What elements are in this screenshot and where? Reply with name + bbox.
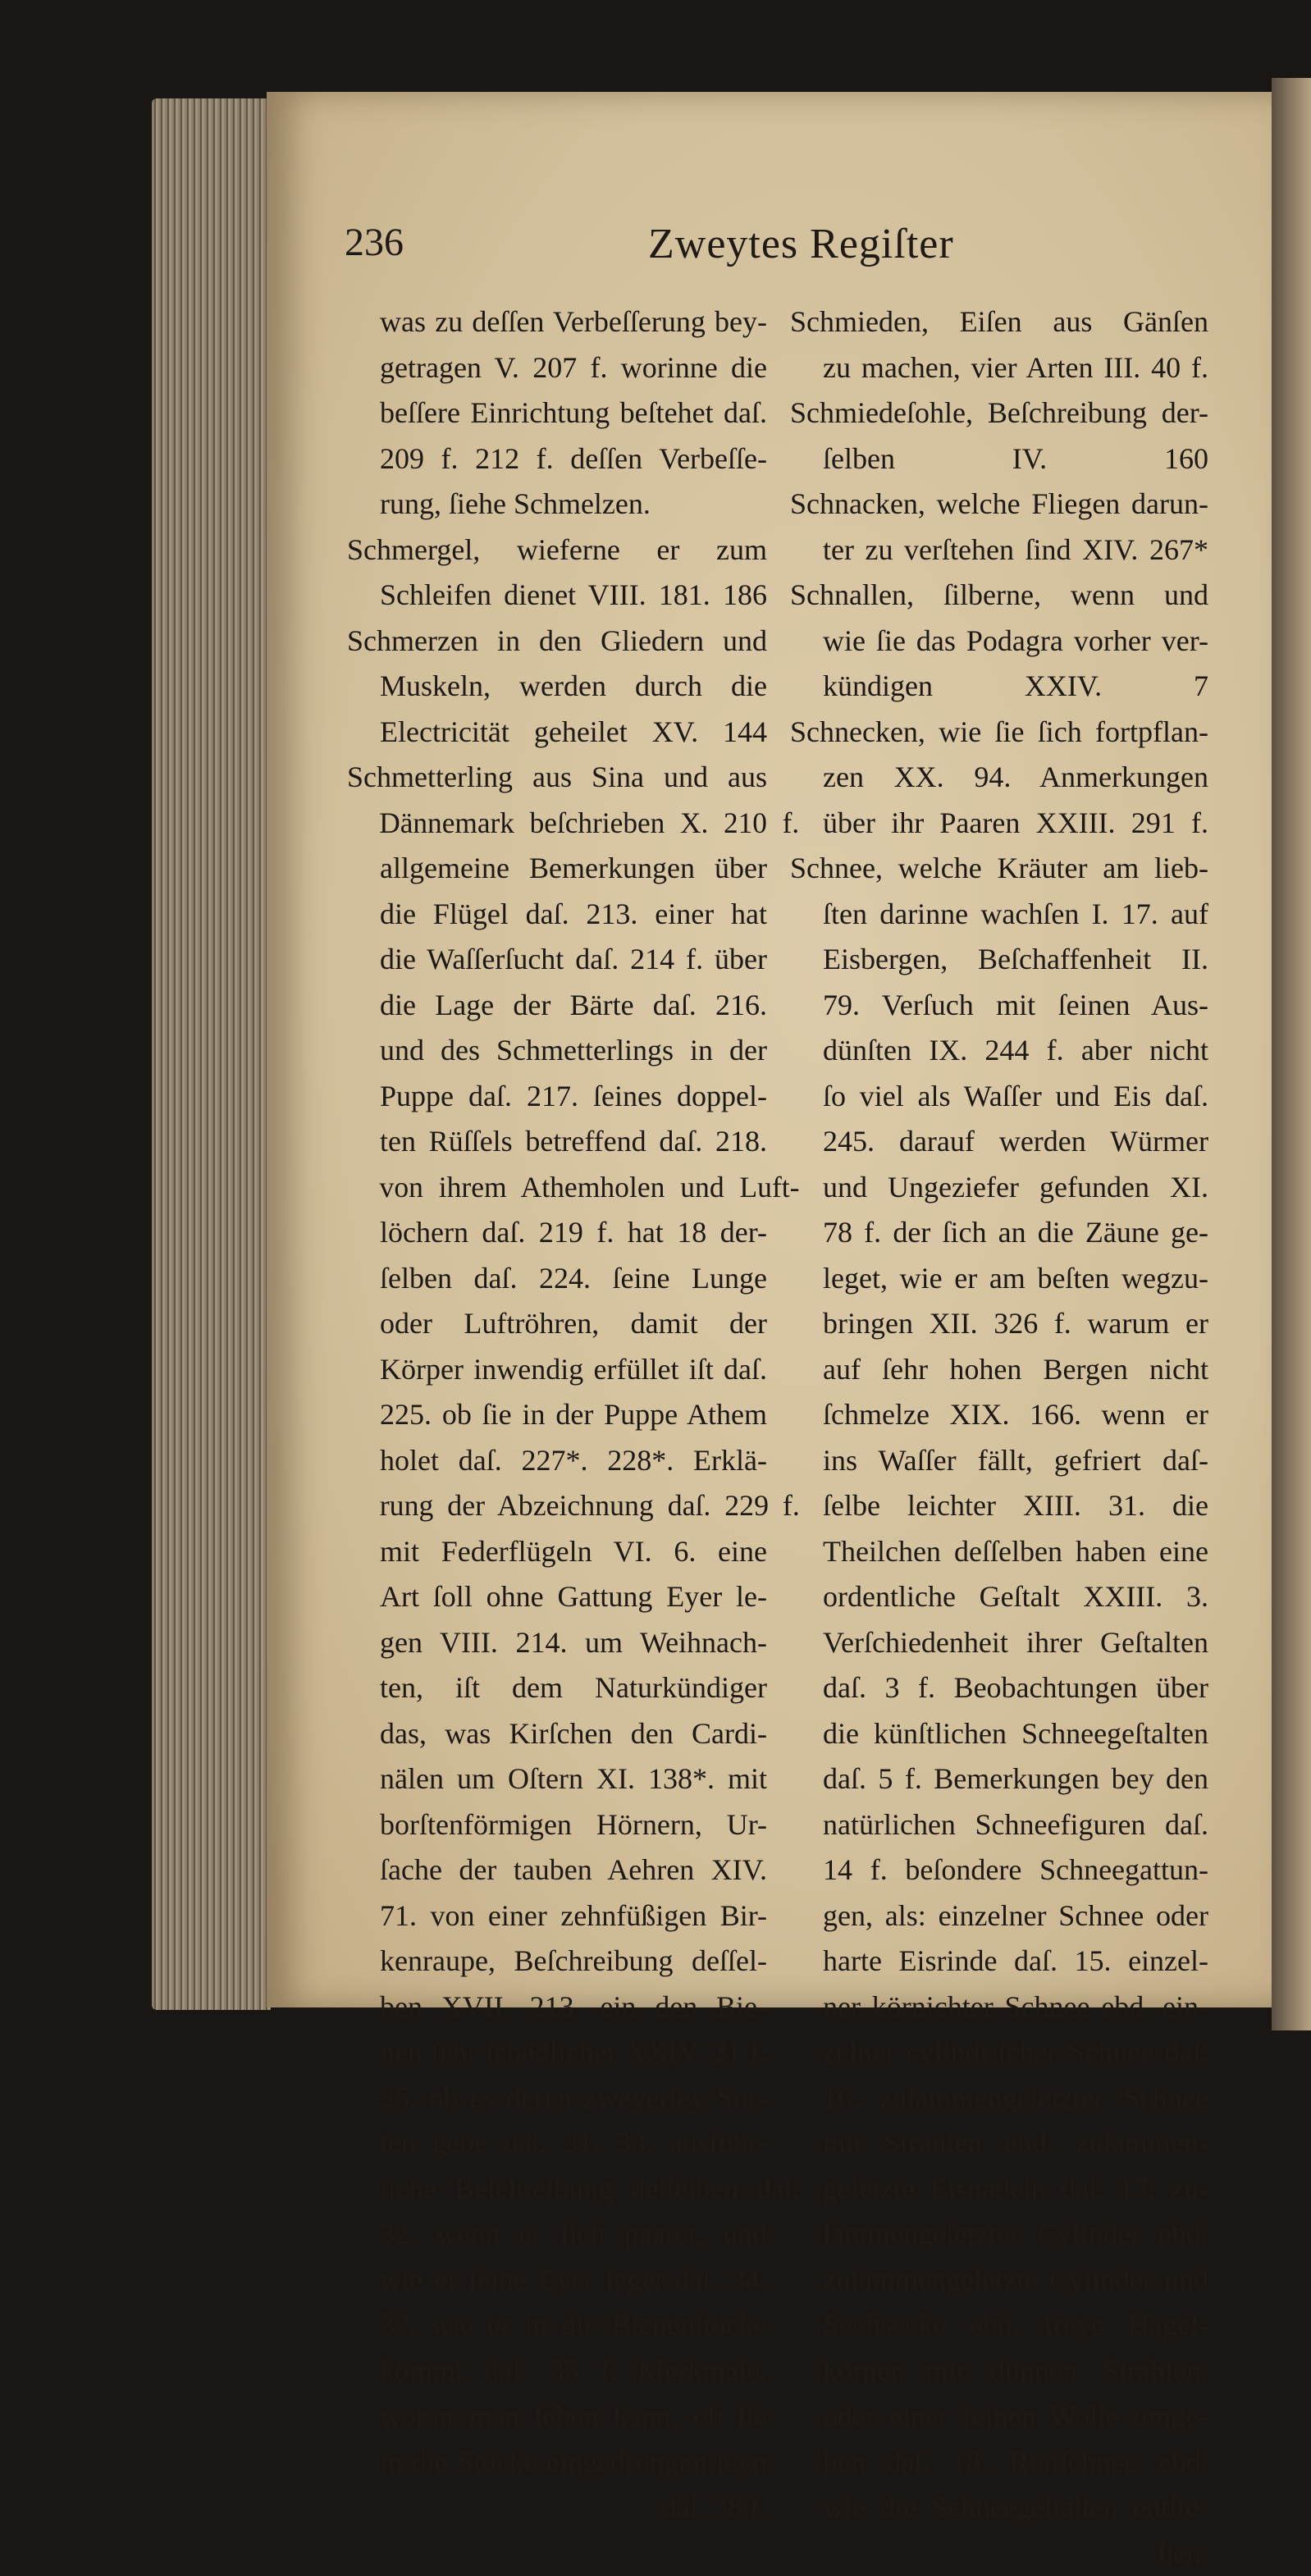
index-line: Eisbergen, Beſchaffenheit II. bbox=[790, 937, 1208, 983]
index-line: ſelbe leichter XIII. 31. die bbox=[790, 1483, 1208, 1529]
index-line: ſammengeſetzter Cylinder ebd. bbox=[790, 2212, 1208, 2258]
index-line: 25. ob es deren zweyerley Sor- bbox=[347, 2076, 767, 2122]
index-line: leget, wie er am beſten wegzu- bbox=[790, 1256, 1208, 1302]
index-line: holet daſ. 227*. 228*. Erklä- bbox=[347, 1438, 767, 1484]
index-line: auf ſehr hohen Bergen nicht bbox=[790, 1347, 1208, 1393]
index-line: zen XX. 94. Anmerkungen bbox=[790, 755, 1208, 801]
page-number: 236 bbox=[345, 220, 404, 265]
index-line: die Waſſerſucht daſ. 214 f. über bbox=[347, 937, 767, 983]
index-line: 37. wie er in die Bienenſtöcke bbox=[347, 2303, 767, 2349]
index-entry-line: Schmieden, Eiſen aus Gänſen bbox=[790, 299, 1208, 345]
index-line: und des Schmetterlings in der bbox=[347, 1028, 767, 1074]
index-line: ben XVII. 213. ein den Bie- bbox=[347, 1985, 767, 2030]
index-line: Verſchiedenheit ihrer Geſtalten bbox=[790, 1620, 1208, 1666]
index-entry-line: Schmiedeſohle, Beſchreibung der- bbox=[790, 391, 1208, 436]
index-line: ſelben daſ. 224. ſeine Lunge bbox=[347, 1256, 767, 1302]
index-line: ben daſ. 18. Reifſchnee ebd. bbox=[790, 2440, 1208, 2486]
index-line: 225. ob ſie in der Puppe Athem bbox=[347, 1392, 767, 1438]
index-line: löchern daſ. 219 f. hat 18 der- bbox=[347, 1210, 767, 1256]
index-line: gen, als: einzelner Schnee oder bbox=[790, 1893, 1208, 1939]
index-line: 209 f. 212 f. deſſen Verbeſſe- bbox=[347, 436, 767, 482]
index-line: Schleifen dienet VIII. 181. 186 bbox=[347, 573, 767, 619]
index-line: daſ. 5 f. Bemerkungen bey den bbox=[790, 1756, 1208, 1802]
index-line: borſtenförmigen Hörnern, Ur- bbox=[347, 1802, 767, 1848]
index-line: ſache der tauben Aehren XIV. bbox=[347, 1848, 767, 1893]
index-line: Dännemark beſchrieben X. 210 f. bbox=[347, 801, 799, 847]
index-line: nen ſehr ſchädlicher XXIV. 21 f. bbox=[347, 2030, 767, 2076]
index-line: in die Stöcke eingedrungen ſeyn bbox=[347, 2440, 767, 2486]
index-line: wie die Schneegeſtalten entſte- bbox=[790, 2485, 1208, 2531]
index-entry-line: Schnacken, welche Fliegen darun- bbox=[790, 482, 1208, 528]
index-line: natürlichen Schneefiguren daſ. bbox=[790, 1802, 1208, 1848]
index-line: daſ. 3 f. Beobachtungen über bbox=[790, 1665, 1208, 1711]
index-line: was zu deſſen Verbeſſerung bey- bbox=[347, 299, 767, 345]
index-line: mit Federflügeln VI. 6. eine bbox=[347, 1529, 767, 1575]
index-line: ſten darinne wachſen I. 17. auf bbox=[790, 892, 1208, 938]
index-line: kündigen XXIV. 7 bbox=[790, 664, 1208, 710]
index-line: woran man ſehen kann, ob ſie bbox=[347, 2394, 767, 2440]
index-line: rung der Abzeichnung daſ. 229 f. bbox=[347, 1483, 800, 1529]
index-line: wie er ſeine Eyer leget daſ. 34. bbox=[347, 2258, 767, 2304]
index-line: ten gebe daſ. 31. 33. ausführ- bbox=[347, 2121, 767, 2167]
index-entry-line: Schmerzen in den Gliedern und bbox=[347, 619, 767, 665]
index-line: ten Rüſſels betreffend daſ. 218. bbox=[347, 1119, 767, 1165]
index-line: 32. wenn er ſich paaret, und bbox=[347, 2212, 767, 2258]
index-line: Puppe daſ. 217. ſeines doppel- bbox=[347, 1074, 767, 1120]
index-column-left bbox=[347, 299, 767, 2531]
index-line: ter zu verſtehen ſind XIV. 267* bbox=[790, 528, 1208, 573]
index-entry-line: Schmergel, wieferne er zum bbox=[347, 528, 767, 573]
index-line: 79. Verſuch mit ſeinen Aus- bbox=[790, 983, 1208, 1029]
index-line: ten, iſt dem Naturkündiger bbox=[347, 1665, 767, 1711]
index-line: Sechsecke ebd. freye Hagel- bbox=[790, 2303, 1208, 2349]
index-line: geſetzte Eisnadeln daſ. 17. zu- bbox=[790, 2167, 1208, 2213]
index-line: gen VIII. 214. um Weihnach- bbox=[347, 1620, 767, 1666]
index-line: oder Luftröhren, damit der bbox=[347, 1301, 767, 1347]
index-entry-line: Schnee, welche Kräuter am lieb- bbox=[790, 846, 1208, 892]
index-line: die Lage der Bärte daſ. 216. bbox=[347, 983, 767, 1029]
index-line: die künſtlichen Schneegeſtalten bbox=[790, 1711, 1208, 1757]
index-line: getragen V. 207 f. worinne die bbox=[347, 345, 767, 391]
index-line: Körper inwendig erfüllet iſt daſ. bbox=[347, 1347, 767, 1393]
index-line: und Ungeziefer gefunden XI. bbox=[790, 1165, 1208, 1211]
running-title: Zweytes Regiſter bbox=[648, 220, 954, 268]
index-line: allgemeine Bemerkungen über bbox=[347, 846, 767, 892]
index-line: rung, ſiehe Schmelzen. bbox=[347, 482, 767, 528]
index-line: zelner cylindriſcher Schnee daſ. bbox=[790, 2030, 1208, 2076]
index-line: oder einer feinen Wolle umge- bbox=[790, 2394, 1208, 2440]
index-line: Electricität geheilet XV. 144 bbox=[347, 710, 767, 756]
index-line: zu machen, vier Arten III. 40 f. bbox=[790, 345, 1208, 391]
index-line: Art ſoll ohne Gattung Eyer le- bbox=[347, 1574, 767, 1620]
index-line: ſelben IV. 160 bbox=[790, 436, 1208, 482]
index-line: nälen um Oſtern XI. 138*. mit bbox=[347, 1756, 767, 1802]
index-line: kömmt daſ. 35 f. Merkmale, bbox=[347, 2349, 767, 2395]
index-line: harte Eisrinde daſ. 15. einzel- bbox=[790, 1939, 1208, 1985]
index-line: das, was Kirſchen den Cardi- bbox=[347, 1711, 767, 1757]
index-line: über ihr Paaren XXIII. 291 f. bbox=[790, 801, 1208, 847]
index-line: ſo viel als Waſſer und Eis daſ. bbox=[790, 1074, 1208, 1120]
index-line: 14 f. beſondere Schneegattun- bbox=[790, 1848, 1208, 1893]
index-line: 78 f. der ſich an die Zäune ge- bbox=[790, 1210, 1208, 1256]
index-line: körner mit dünnen Strahlen, bbox=[790, 2349, 1208, 2395]
index-line: beſſere Einrichtung beſtehet daſ. bbox=[347, 391, 767, 436]
index-line: ner körnichter Schnee ebd. ein- bbox=[790, 1985, 1208, 2030]
index-column-right bbox=[790, 299, 1208, 2576]
index-line: die Flügel daſ. 213. einer hat bbox=[347, 892, 767, 938]
index-line: bringen XII. 326 f. warum er bbox=[790, 1301, 1208, 1347]
index-line: daſ. 38 f. bbox=[347, 2485, 767, 2531]
index-line: mit Strahlen ebd. zuſammen- bbox=[790, 2121, 1208, 2167]
index-line: Theilchen deſſelben haben eine bbox=[790, 1529, 1208, 1575]
running-header bbox=[345, 220, 1214, 277]
facing-page-edge bbox=[1272, 78, 1311, 2030]
index-line: kenraupe, Beſchreibung deſſel- bbox=[347, 1939, 767, 1985]
index-line: ordentliche Geſtalt XXIII. 3. bbox=[790, 1574, 1208, 1620]
index-entry-line: Schnecken, wie ſie ſich fortpflan- bbox=[790, 710, 1208, 756]
page-block-edges bbox=[152, 98, 271, 2010]
index-line: dünſten IX. 244 f. aber nicht bbox=[790, 1028, 1208, 1074]
index-line: ſchmelze XIX. 166. wenn er bbox=[790, 1392, 1208, 1438]
index-line: 16. zuſammengeſetzter Schnee bbox=[790, 2076, 1208, 2122]
index-line: hen, bbox=[790, 2531, 1208, 2576]
index-entry-line: Schnallen, ſilberne, wenn und bbox=[790, 573, 1208, 619]
index-line: wie ſie das Podagra vorher ver- bbox=[790, 619, 1208, 665]
index-line: zuſammengeſetzte Cylinder und bbox=[790, 2258, 1208, 2304]
index-line: 245. darauf werden Würmer bbox=[790, 1119, 1208, 1165]
index-line: liche Beſchreibung deſſelben daſ. bbox=[347, 2167, 800, 2213]
index-entry-line: Schmetterling aus Sina und aus bbox=[347, 755, 767, 801]
index-line: von ihrem Athemholen und Luft- bbox=[347, 1165, 800, 1211]
index-line: Muskeln, werden durch die bbox=[347, 664, 767, 710]
index-line: ins Waſſer fällt, gefriert daſ- bbox=[790, 1438, 1208, 1484]
index-line: 71. von einer zehnfüßigen Bir- bbox=[347, 1893, 767, 1939]
